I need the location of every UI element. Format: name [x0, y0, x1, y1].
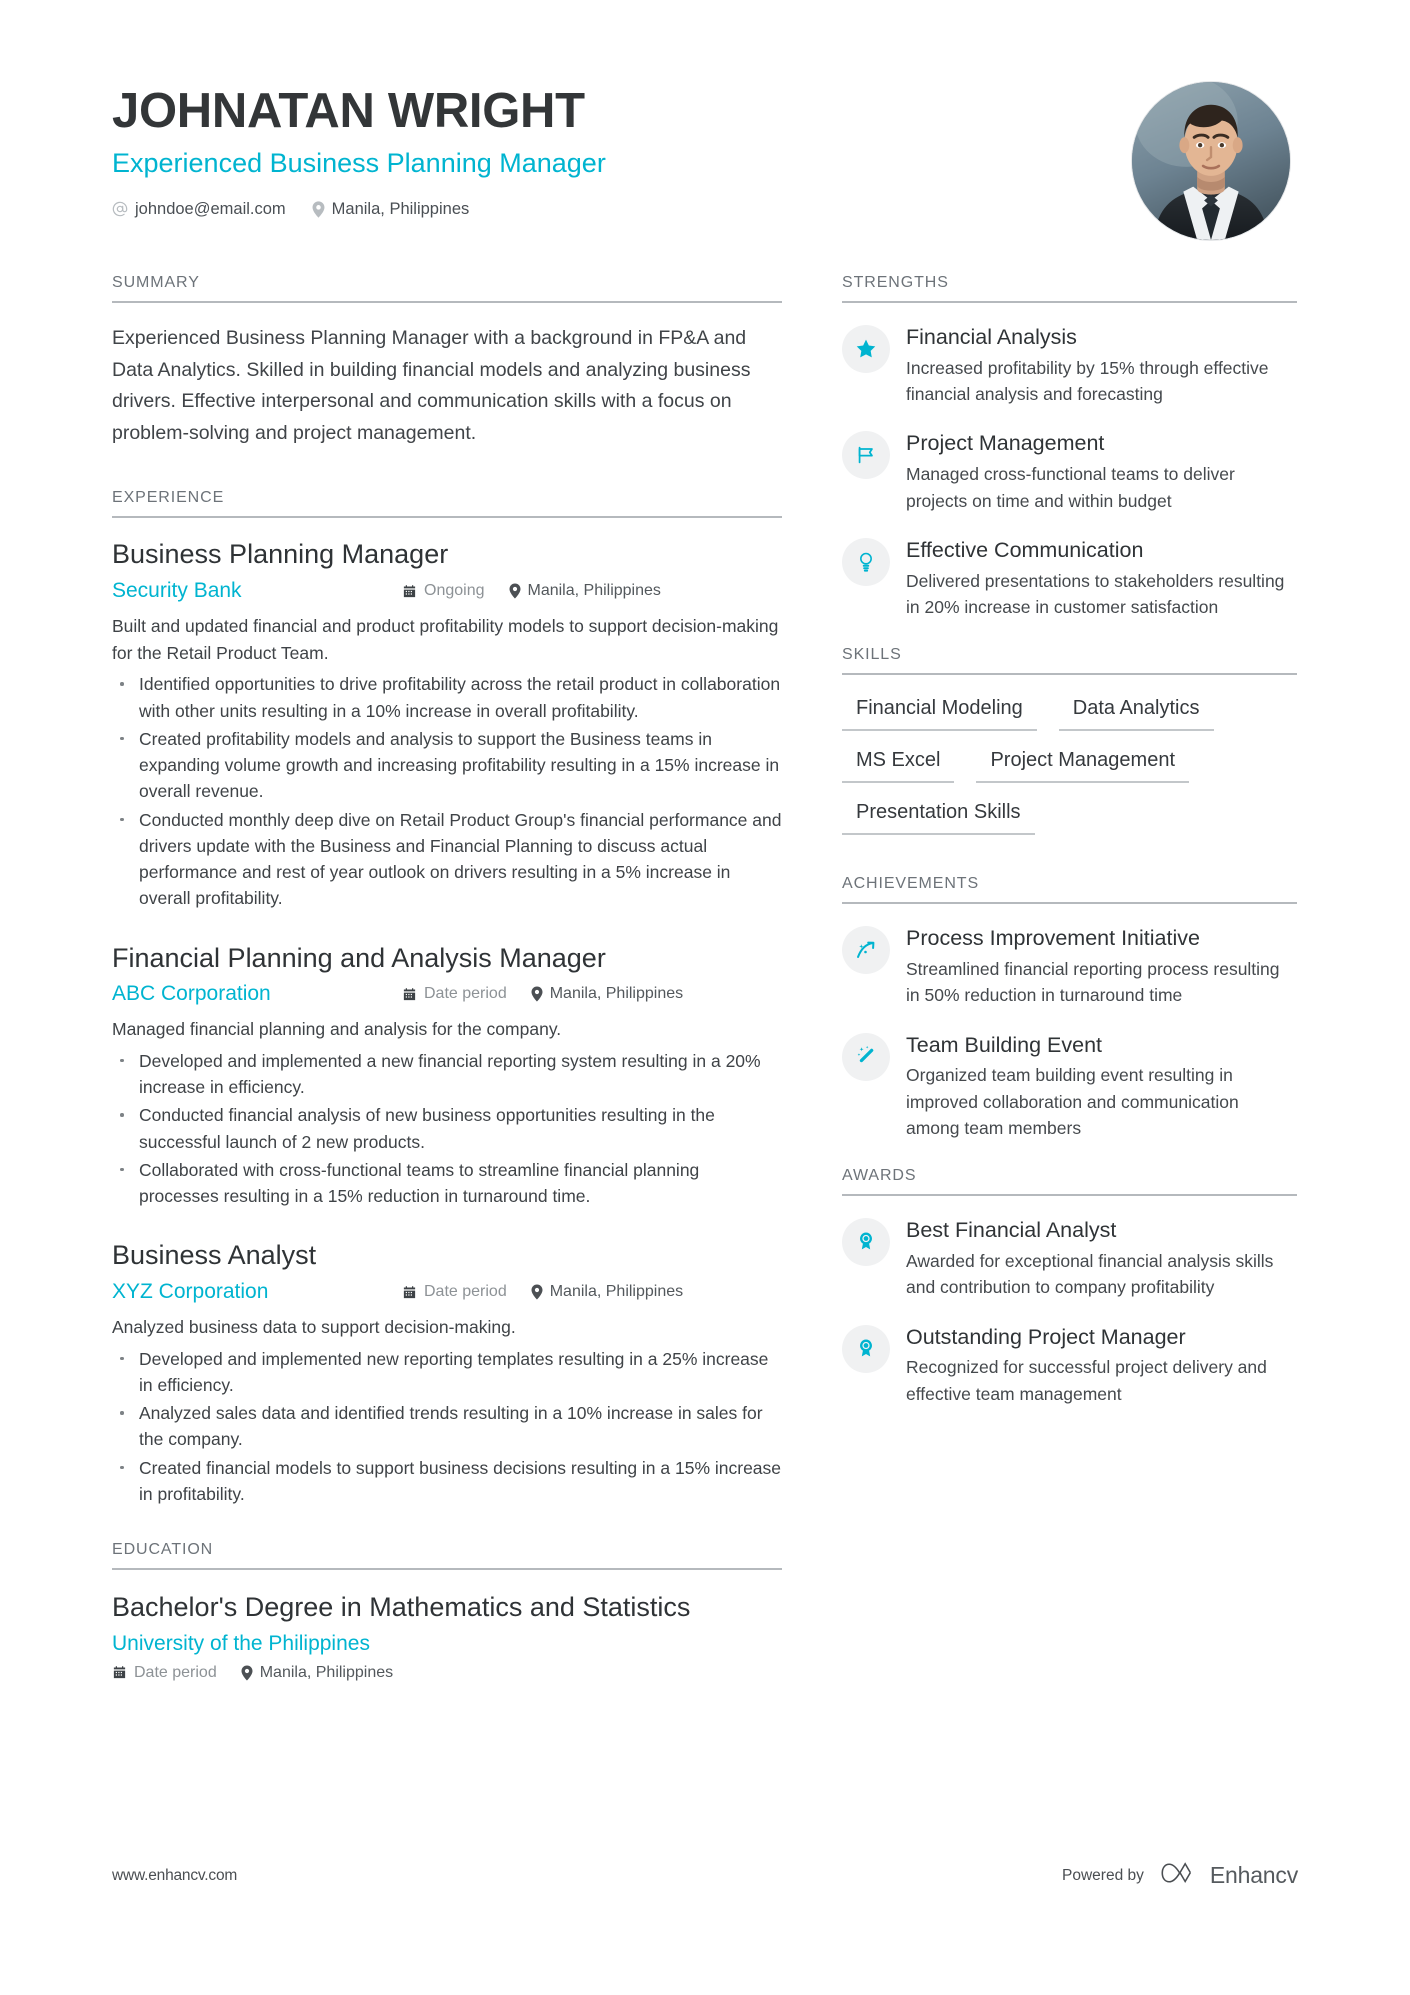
section-title-awards: AWARDS	[842, 1167, 1297, 1196]
section-experience	[112, 489, 782, 1507]
trending-up-icon	[842, 926, 890, 974]
skill-tag[interactable]: MS Excel	[842, 743, 954, 783]
award-description: Recognized for successful project delivery and effective team management	[906, 1357, 1267, 1404]
calendar-icon	[402, 1285, 417, 1300]
award-item	[842, 1216, 1297, 1300]
strength-description: Increased profitability by 15% through effective financial analysis and forecasting	[906, 357, 1269, 405]
magic-wand-icon	[842, 1033, 890, 1081]
job-title: Experienced Business Planning Manager	[112, 148, 606, 179]
achievement-body	[906, 1031, 1297, 1142]
page-title: JOHNATAN WRIGHT	[112, 84, 585, 138]
contact-location-text: Manila, Philippines	[331, 199, 470, 218]
at-sign-icon	[112, 201, 128, 217]
experience-date	[402, 985, 507, 1003]
powered-by-label: Powered by	[1062, 1866, 1144, 1884]
achievement-title: Process Improvement Initiative	[906, 926, 1200, 951]
summary-body	[112, 303, 782, 449]
contact-location	[312, 200, 470, 219]
brand-name: Enhancv	[1209, 1862, 1298, 1888]
contact-email[interactable]	[112, 200, 286, 219]
list-item: Created financial models to support business decisions resulting in a 15% increase in profitability.	[112, 1455, 782, 1508]
map-pin-icon	[531, 1284, 543, 1300]
strength-title: Project Management	[906, 431, 1105, 456]
spacer	[842, 1151, 1297, 1167]
achievement-body	[906, 924, 1297, 1008]
award-title: Outstanding Project Manager	[906, 1324, 1186, 1349]
experience-company[interactable]: XYZ Corporation	[112, 1280, 269, 1304]
experience-location	[531, 985, 683, 1003]
experience-date-text: Date period	[424, 985, 507, 1003]
strengths-body	[842, 303, 1297, 620]
enhancv-logo-icon	[1160, 1861, 1200, 1890]
spacer	[842, 630, 1297, 646]
calendar-icon	[402, 584, 417, 599]
section-title-strengths: STRENGTHS	[842, 274, 1297, 303]
map-pin-icon	[312, 201, 325, 218]
footer	[112, 1861, 1298, 1890]
awards-body	[842, 1196, 1297, 1407]
experience-description: Managed financial planning and analysis for the company.	[112, 1019, 562, 1040]
flag-icon	[842, 431, 890, 479]
map-pin-icon	[509, 583, 521, 599]
award-description: Awarded for exceptional financial analysis skills and contribution to company profitability	[906, 1251, 1274, 1298]
experience-bullets	[112, 671, 782, 911]
experience-description: Analyzed business data to support decision-making.	[112, 1317, 516, 1338]
resume-header	[112, 78, 1298, 240]
education-school[interactable]: University of the Philippines	[112, 1631, 370, 1655]
contact-row	[112, 200, 606, 219]
achievement-item	[842, 924, 1297, 1008]
experience-location-text: Manila, Philippines	[527, 582, 661, 600]
experience-date-text: Date period	[424, 1283, 507, 1301]
footer-url[interactable]: www.enhancv.com	[112, 1866, 238, 1884]
education-location-text: Manila, Philippines	[259, 1663, 394, 1681]
achievements-body	[842, 904, 1297, 1141]
achievement-title: Team Building Event	[906, 1032, 1102, 1057]
avatar-photo	[1132, 82, 1290, 240]
right-column	[842, 274, 1297, 1686]
strength-title: Effective Communication	[906, 537, 1144, 562]
list-item: Conducted monthly deep dive on Retail Product Group's financial performance and drivers update with the Business and Financial Planning to discuss actual performance and rest of year outlook on drivers resulting in a 5% increase in overall profitability.	[112, 807, 782, 912]
section-title-summary: SUMMARY	[112, 274, 782, 303]
skill-tag[interactable]: Data Analytics	[1059, 691, 1214, 731]
experience-date	[402, 1283, 507, 1301]
experience-item	[112, 538, 782, 911]
footer-branding	[1062, 1861, 1298, 1890]
resume-columns	[112, 274, 1298, 1686]
experience-date-text: Ongoing	[424, 582, 485, 600]
award-medal-icon	[842, 1325, 890, 1373]
experience-item	[112, 942, 782, 1210]
experience-meta	[112, 1280, 782, 1304]
education-degree: Bachelor's Degree in Mathematics and Statistics	[112, 1592, 691, 1623]
education-date	[112, 1664, 217, 1682]
education-body	[112, 1570, 782, 1682]
section-awards	[842, 1167, 1297, 1407]
experience-location	[509, 582, 661, 600]
list-item: Developed and implemented new reporting templates resulting in a 25% increase in efficiency.	[112, 1346, 782, 1399]
achievement-description: Organized team building event resulting in improved collaboration and communication among team members	[906, 1065, 1239, 1138]
list-item: Created profitability models and analysis to support the Business teams in expanding volume growth and increasing profitability resulting in a 15% increase in overall revenue.	[112, 726, 782, 805]
contact-email-text: johndoe@email.com	[135, 199, 286, 218]
section-skills	[842, 646, 1297, 835]
map-pin-icon	[531, 986, 543, 1002]
header-text-block	[112, 78, 606, 219]
strength-body	[906, 536, 1297, 620]
strength-body	[906, 429, 1297, 513]
skill-tag[interactable]: Presentation Skills	[842, 795, 1035, 835]
strength-item	[842, 536, 1297, 620]
award-body	[906, 1216, 1297, 1300]
achievement-item	[842, 1031, 1297, 1142]
experience-meta	[112, 982, 782, 1006]
experience-body	[112, 518, 782, 1507]
experience-bullets	[112, 1346, 782, 1508]
skill-tag[interactable]: Project Management	[976, 743, 1189, 783]
avatar	[1132, 82, 1290, 240]
experience-date	[402, 582, 485, 600]
section-title-achievements: ACHIEVEMENTS	[842, 875, 1297, 904]
summary-text: Experienced Business Planning Manager with a background in FP&A and Data Analytics. Skilled in building financial models and analyzing business drivers. Effective interpersonal and communication skills with a focus on problem-solving and project management.	[112, 327, 751, 444]
award-item	[842, 1323, 1297, 1407]
experience-company[interactable]: Security Bank	[112, 579, 242, 603]
skill-tag[interactable]: Financial Modeling	[842, 691, 1037, 731]
strength-item	[842, 323, 1297, 407]
map-pin-icon	[241, 1665, 253, 1681]
education-location	[241, 1664, 393, 1682]
spacer	[842, 839, 1297, 875]
experience-role: Financial Planning and Analysis Manager	[112, 942, 606, 973]
award-medal-icon	[842, 1218, 890, 1266]
section-strengths	[842, 274, 1297, 620]
list-item: Analyzed sales data and identified trends resulting in a 10% increase in sales for the company.	[112, 1400, 782, 1453]
award-body	[906, 1323, 1297, 1407]
list-item: Identified opportunities to drive profitability across the retail product in collaboration with other units resulting in a 10% increase in overall profitability.	[112, 671, 782, 724]
skills-list	[842, 675, 1297, 835]
list-item: Collaborated with cross-functional teams to streamline financial planning processes resulting in a 15% reduction in turnaround time.	[112, 1157, 782, 1210]
experience-role: Business Planning Manager	[112, 539, 449, 570]
calendar-icon	[402, 987, 417, 1002]
section-summary	[112, 274, 782, 449]
calendar-icon	[112, 1665, 127, 1680]
brand-block	[1160, 1861, 1298, 1890]
experience-location	[531, 1283, 683, 1301]
spacer	[112, 1515, 782, 1541]
strength-title: Financial Analysis	[906, 325, 1077, 349]
list-item: Developed and implemented a new financial reporting system resulting in a 20% increase in efficiency.	[112, 1048, 782, 1101]
lightbulb-icon	[842, 538, 890, 586]
list-item: Conducted financial analysis of new business opportunities resulting in the successful launch of 2 new products.	[112, 1102, 782, 1155]
star-icon	[842, 325, 890, 373]
strength-body	[906, 323, 1297, 407]
achievement-description: Streamlined financial reporting process resulting in 50% reduction in turnaround time	[906, 959, 1280, 1006]
section-title-skills: SKILLS	[842, 646, 1297, 675]
experience-item	[112, 1239, 782, 1507]
strength-description: Delivered presentations to stakeholders resulting in 20% increase in customer satisfaction	[906, 570, 1285, 617]
experience-location-text: Manila, Philippines	[549, 985, 684, 1003]
section-education	[112, 1541, 782, 1682]
experience-role: Business Analyst	[112, 1240, 317, 1271]
strength-description: Managed cross-functional teams to deliver projects on time and within budget	[906, 464, 1235, 511]
section-title-education: EDUCATION	[112, 1541, 782, 1570]
education-date-text: Date period	[134, 1663, 217, 1681]
spacer	[112, 453, 782, 489]
section-title-experience: EXPERIENCE	[112, 489, 782, 518]
education-meta	[112, 1664, 782, 1682]
experience-company[interactable]: ABC Corporation	[112, 982, 271, 1006]
experience-description: Built and updated financial and product profitability models to support decision-making for the Retail Product Team.	[112, 616, 779, 663]
left-column	[112, 274, 782, 1686]
experience-location-text: Manila, Philippines	[549, 1283, 684, 1301]
experience-bullets	[112, 1048, 782, 1210]
experience-meta	[112, 579, 782, 603]
education-item	[112, 1590, 782, 1682]
award-title: Best Financial Analyst	[906, 1218, 1117, 1243]
strength-item	[842, 429, 1297, 513]
section-achievements	[842, 875, 1297, 1141]
